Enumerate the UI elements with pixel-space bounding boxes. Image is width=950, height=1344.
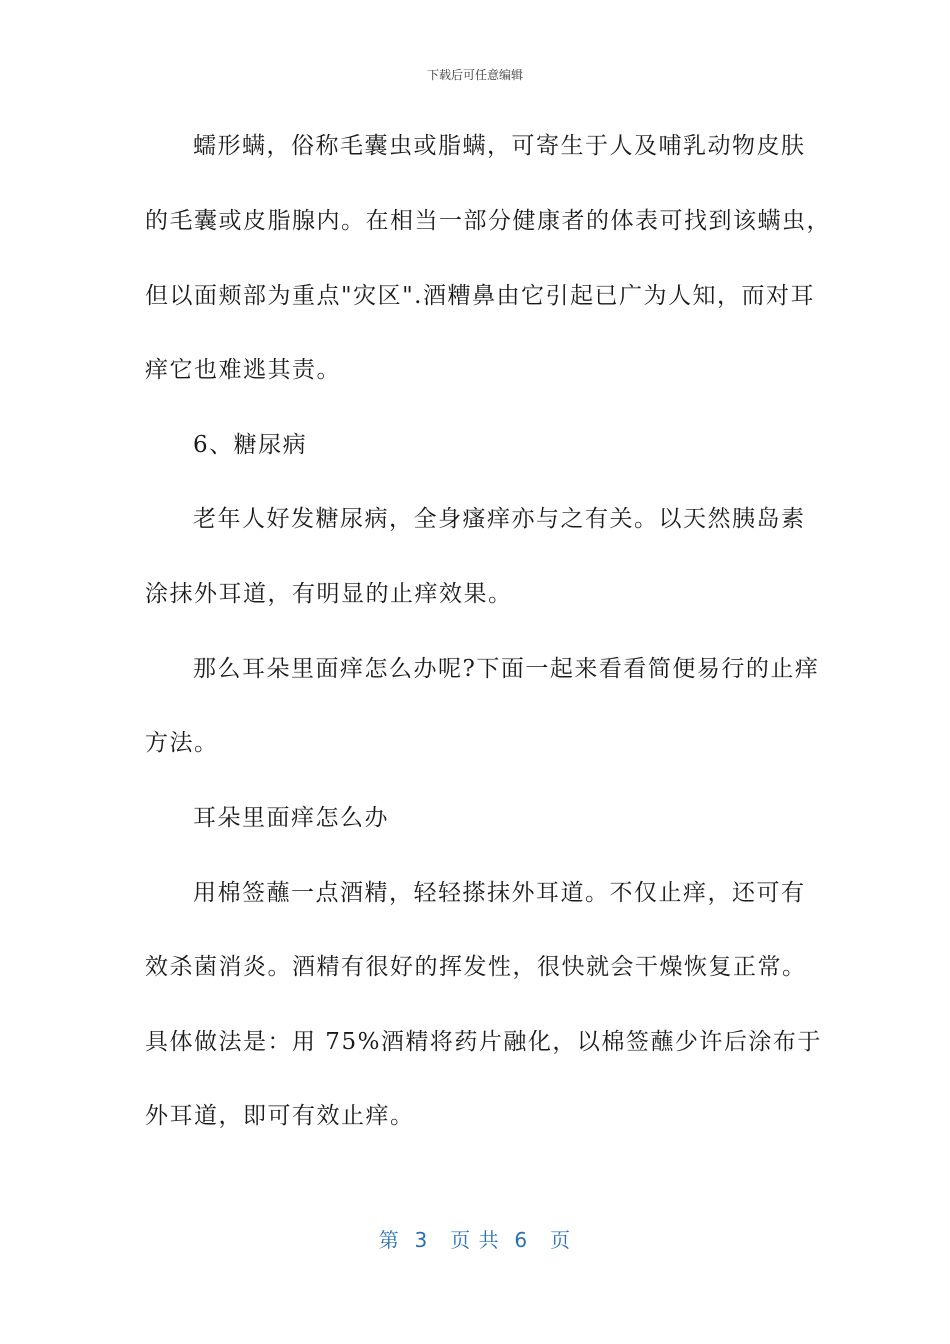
section-heading: 6、糖尿病 bbox=[193, 432, 308, 458]
page-number-footer: 第 3 页 共 6 页 bbox=[378, 1228, 572, 1252]
body-line: 具体做法是：用 75%酒精将药片融化，以棉签蘸少许后涂布于 bbox=[145, 1029, 822, 1055]
body-line: 痒它也难逃其责。 bbox=[145, 357, 341, 383]
page-header: 下载后可任意编辑 bbox=[426, 68, 523, 82]
body-line: 方法。 bbox=[145, 730, 219, 756]
body-line: 效杀菌消炎。酒精有很好的挥发性，很快就会干燥恢复正常。 bbox=[145, 954, 807, 980]
body-line: 但以面颊部为重点"灾区".酒糟鼻由它引起已广为人知，而对耳 bbox=[145, 283, 815, 309]
body-line: 老年人好发糖尿病，全身瘙痒亦与之有关。以天然胰岛素 bbox=[193, 506, 806, 532]
body-line: 外耳道，即可有效止痒。 bbox=[145, 1103, 415, 1129]
body-line: 涂抹外耳道，有明显的止痒效果。 bbox=[145, 581, 513, 607]
body-line: 那么耳朵里面痒怎么办呢?下面一起来看看简便易行的止痒 bbox=[193, 656, 820, 682]
section-heading: 耳朵里面痒怎么办 bbox=[193, 805, 389, 831]
body-line: 用棉签蘸一点酒精，轻轻搽抹外耳道。不仅止痒，还可有 bbox=[193, 880, 806, 906]
body-line: 的毛囊或皮脂腺内。在相当一部分健康者的体表可找到该螨虫， bbox=[145, 208, 831, 234]
body-line: 蠕形螨，俗称毛囊虫或脂螨，可寄生于人及哺乳动物皮肤 bbox=[193, 133, 806, 159]
